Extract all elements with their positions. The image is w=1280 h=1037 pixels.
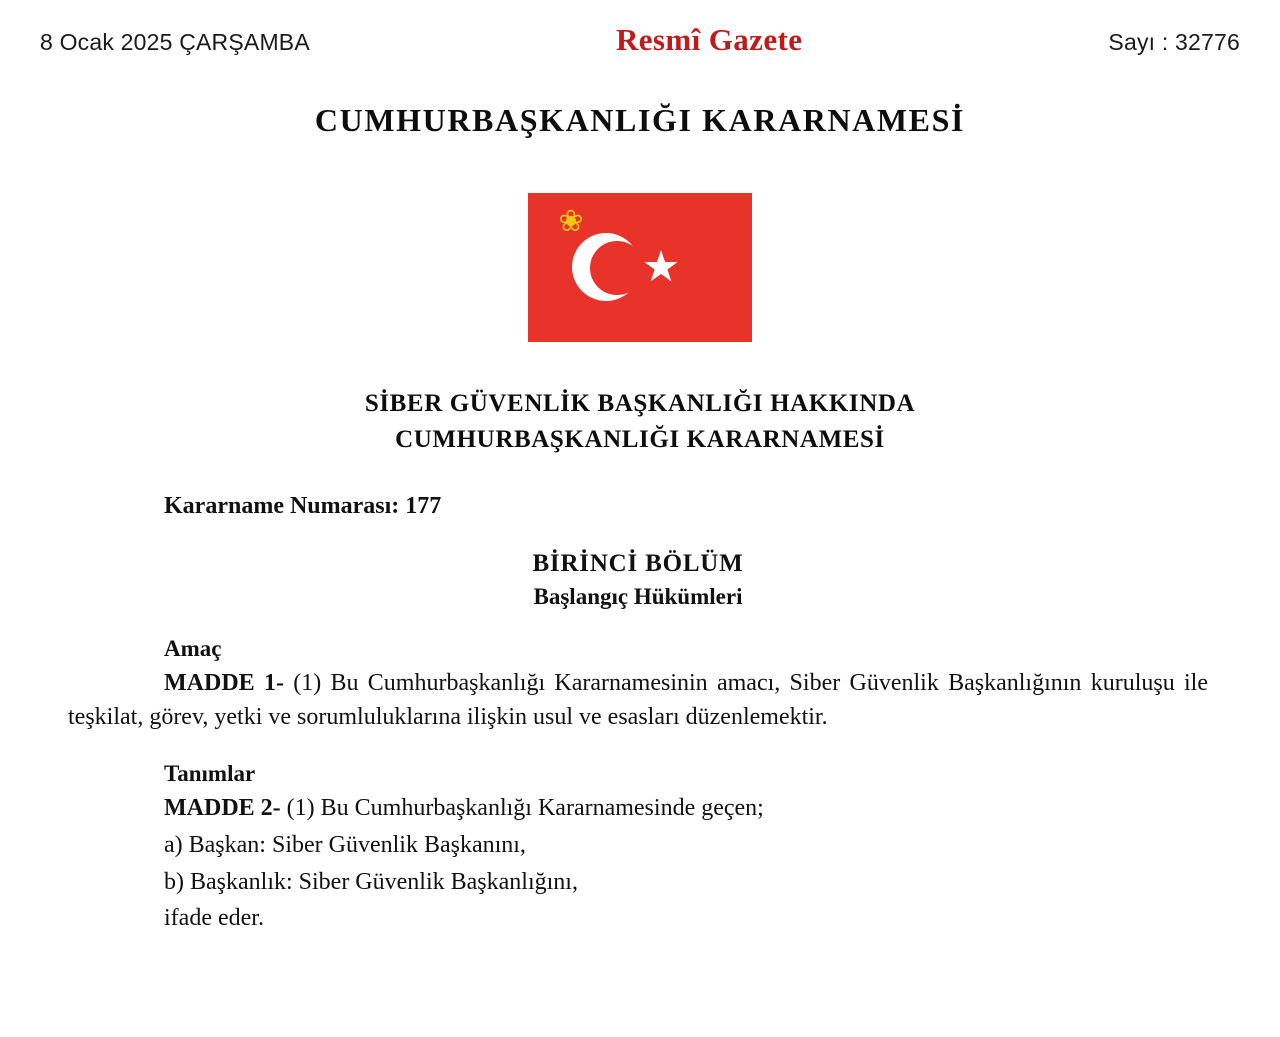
- masthead: [0, 0, 1280, 58]
- article-title-1: Amaç: [164, 635, 222, 661]
- article-body-2: [68, 791, 1208, 826]
- article-label-2: MADDE 2-: [164, 795, 281, 822]
- masthead-title: Resmî Gazete: [615, 22, 803, 57]
- crescent-inner-shape: [590, 241, 644, 295]
- article-title-2: Tanımlar: [164, 761, 256, 787]
- article-text-1: (1) Bu Cumhurbaşkanlığı Kararnamesinin amacı, Siber Güvenlik Başkanlığının kuruluşu ile teşkilat, görev, yetki ve sorumluluklarına ilişkin usul ve esasları düzenlemektir.: [68, 669, 1208, 731]
- list-item: a) Başkan: Siber Güvenlik Başkanını,: [164, 831, 526, 858]
- document-subtitle-line1: SİBER GÜVENLİK BAŞKANLIĞI HAKKINDA: [364, 390, 916, 417]
- turkish-flag-icon: [528, 193, 752, 342]
- decree-number: Kararname Numarası: 177: [164, 492, 442, 519]
- star-icon: [644, 250, 678, 284]
- article-label-1: MADDE 1-: [164, 669, 284, 696]
- masthead-date: 8 Ocak 2025 ÇARŞAMBA: [40, 29, 310, 55]
- sunburst-icon: ❀: [558, 205, 584, 238]
- document-body: [0, 493, 1280, 937]
- article-text-2: (1) Bu Cumhurbaşkanlığı Kararnamesinde geçen;: [286, 795, 764, 822]
- document-subtitle-line2: CUMHURBAŞKANLIĞI KARARNAMESİ: [395, 426, 885, 454]
- list-item: b) Başkanlık: Siber Güvenlik Başkanlığını,: [164, 868, 578, 895]
- section-heading: BİRİNCİ BÖLÜM: [532, 549, 744, 577]
- masthead-issue: Sayı : 32776: [1108, 29, 1240, 55]
- document-subtitle: [0, 386, 1280, 459]
- article-closing-2: ifade eder.: [164, 905, 264, 932]
- emblem-container: [0, 193, 1280, 342]
- page-title: CUMHURBAŞKANLIĞI KARARNAMESİ: [314, 102, 966, 138]
- article-body-1: [68, 666, 1208, 736]
- section-subheading: Başlangıç Hükümleri: [533, 583, 743, 609]
